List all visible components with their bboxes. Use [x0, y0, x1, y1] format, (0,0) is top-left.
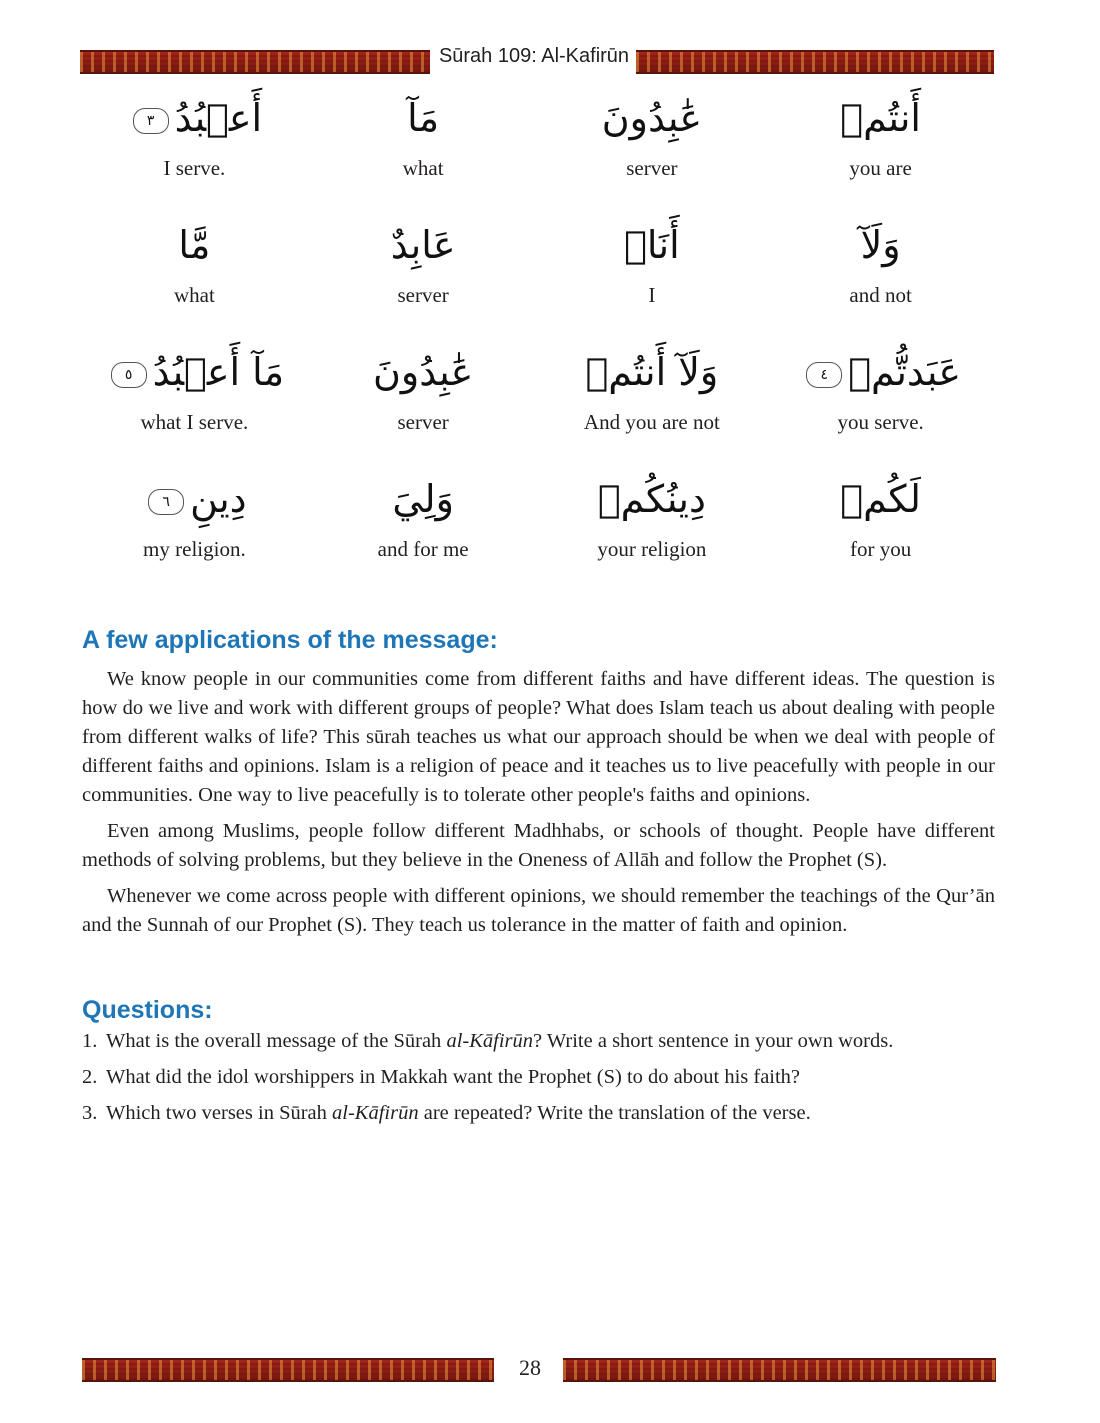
question-italic: al-Kāfirūn [446, 1030, 534, 1052]
english-gloss: And you are not [583, 410, 720, 434]
vocab-row [80, 213, 995, 340]
question-item [82, 1063, 995, 1092]
english-gloss: server [397, 410, 449, 434]
question-item [82, 1099, 995, 1128]
question-text: What did the idol worshippers in Makkah want the Prophet (S) to do about his faith? [106, 1066, 801, 1088]
question-text: Which two verses in Sūrah [106, 1102, 333, 1124]
vocab-cell [766, 467, 995, 594]
arabic-word: عَابِدٌ [390, 223, 456, 267]
arabic-word: وَلَآ [860, 223, 901, 267]
vocab-row [80, 467, 995, 594]
question-number: 3. [82, 1102, 98, 1124]
vocab-row [80, 86, 995, 213]
english-gloss: and not [849, 283, 912, 307]
english-gloss: server [397, 283, 449, 307]
question-number: 1. [82, 1030, 98, 1052]
paragraph: Whenever we come across people with different opinions, we should remember the teachings of the Qur’ān and the Sunnah of our Prophet (S). They teach us tolerance in the matter of faith and opinion. [82, 885, 995, 936]
vocab-cell [80, 340, 309, 467]
english-gloss: what [173, 283, 215, 307]
header-border-left [80, 50, 430, 74]
vocab-cell [538, 86, 767, 213]
vocab-cell [80, 213, 309, 340]
footer-border-left [82, 1358, 494, 1382]
question-text-end: are repeated? Write the translation of the verse. [418, 1102, 811, 1124]
arabic-word: مَآ أَعۡبُدُ٥ [80, 340, 309, 408]
page-number: 28 [519, 1355, 541, 1380]
verse-number-marker: ٣ [133, 108, 169, 134]
question-text: What is the overall message of the Sūrah [106, 1030, 447, 1052]
arabic-word: وَلِيَ [392, 477, 454, 521]
paragraph: We know people in our communities come from different faiths and have different ideas. The question is how do we live and work with different groups of people? What does Islam teach us about dealing with people from different walks of life? This sūrah teaches us what our approach should be when we deal with people of different faiths and opinions. Islam is a religion of peace and it teaches us to live peacefully with people in our communities. One way to live peacefully is to tolerate other people's faiths and opinions. [82, 668, 995, 806]
vocab-row [80, 340, 995, 467]
arabic-word: أَنتُمۡ [840, 96, 921, 140]
arabic-word: عَبَدتُّمۡ٤ [766, 340, 995, 408]
english-gloss: you serve. [837, 410, 924, 434]
english-gloss: what [402, 156, 444, 180]
vocab-cell [766, 213, 995, 340]
english-gloss: and for me [377, 537, 469, 561]
questions-list [82, 1027, 995, 1135]
footer-border-right [563, 1358, 996, 1382]
arabic-word: أَعۡبُدُ٣ [80, 86, 309, 154]
verse-number-marker: ٥ [111, 362, 147, 388]
question-text-end: ? Write a short sentence in your own words. [533, 1030, 894, 1052]
vocab-cell [80, 467, 309, 594]
arabic-word: مَّا [178, 223, 211, 267]
applications-body [82, 665, 995, 947]
vocab-cell [538, 213, 767, 340]
vocab-cell [766, 340, 995, 467]
arabic-word: لَكُمۡ [840, 477, 921, 521]
question-item [82, 1027, 995, 1056]
english-gloss: for you [850, 537, 912, 561]
vocab-cell [538, 467, 767, 594]
arabic-word: عَٰبِدُونَ [601, 96, 703, 140]
vocab-cell [766, 86, 995, 213]
vocab-cell [538, 340, 767, 467]
vocab-cell [309, 213, 538, 340]
questions-heading: Questions: [82, 996, 213, 1024]
header-border-right [636, 50, 994, 74]
vocab-cell [309, 467, 538, 594]
english-gloss: my religion. [143, 537, 246, 561]
english-gloss: I [648, 283, 656, 307]
english-gloss: server [626, 156, 678, 180]
vocab-cell [80, 86, 309, 213]
verse-number-marker: ٤ [806, 362, 842, 388]
english-gloss: I serve. [163, 156, 226, 180]
question-italic: al-Kāfirūn [332, 1102, 419, 1124]
arabic-word: دِينُكُمۡ [597, 477, 706, 521]
english-gloss: you are [849, 156, 912, 180]
arabic-word: وَلَآ أَنتُمۡ [585, 350, 719, 394]
arabic-word: دِينِ٦ [80, 467, 309, 535]
arabic-word: أَنَا۠ [624, 223, 680, 267]
arabic-word: عَٰبِدُونَ [372, 350, 474, 394]
question-number: 2. [82, 1066, 98, 1088]
vocab-cell [309, 340, 538, 467]
english-gloss: your religion [597, 537, 707, 561]
verse-number-marker: ٦ [148, 489, 184, 515]
paragraph: Even among Muslims, people follow different Madhhabs, or schools of thought. People have different methods of solving problems, but they believe in the Oneness of Allāh and follow the Prophet (S). [82, 820, 995, 871]
arabic-word: مَآ [407, 96, 440, 140]
vocabulary-grid [80, 86, 995, 594]
vocab-cell [309, 86, 538, 213]
running-header-title: Sūrah 109: Al-Kafirūn [438, 45, 630, 67]
applications-heading: A few applications of the message: [82, 626, 498, 654]
english-gloss: what I serve. [140, 410, 249, 434]
